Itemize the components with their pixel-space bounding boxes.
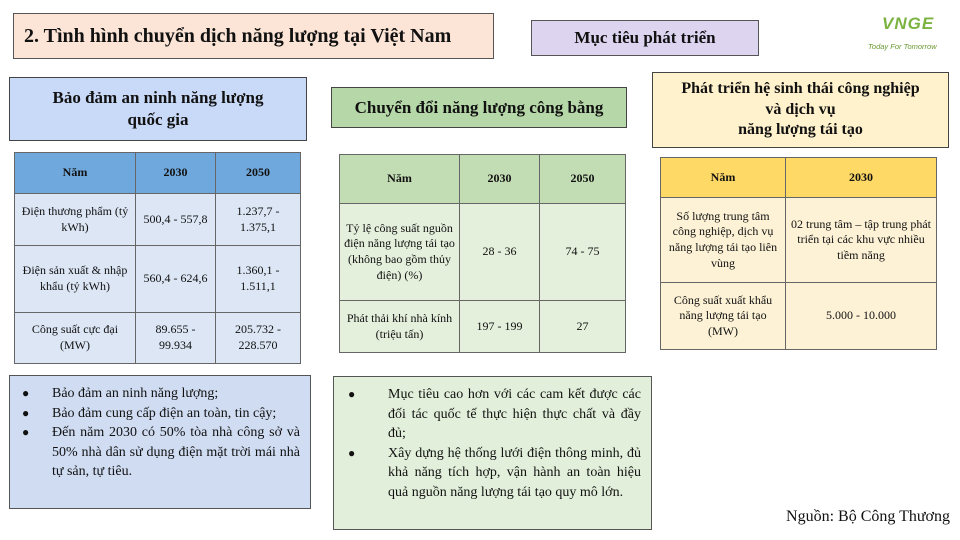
- table-row: [340, 301, 626, 353]
- vnge-logo: [868, 14, 952, 54]
- ecosystem-heading-line: năng lượng tái tạo: [738, 121, 863, 139]
- row-label: Tỷ lệ công suất nguồn điện năng lượng tái tạo (không bao gồm thủy điện) (%): [340, 204, 460, 301]
- list-item: [22, 384, 300, 404]
- column-header: 2050: [540, 155, 626, 204]
- row-label: Số lượng trung tâm công nghiệp, dịch vụ năng lượng tái tạo liên vùng: [661, 198, 786, 283]
- table-row: [661, 283, 937, 350]
- ecosystem-heading-line: Phát triển hệ sinh thái công nghiệp: [681, 80, 920, 98]
- cell-2030: 5.000 - 10.000: [786, 283, 937, 350]
- bullet-text: Bảo đảm cung cấp điện an toàn, tin cậy;: [52, 405, 277, 421]
- bullet-icon: ●: [22, 405, 30, 420]
- cell-2030: 28 - 36: [460, 204, 540, 301]
- table-row: [15, 313, 301, 364]
- row-label: Điện thương phẩm (tỷ kWh): [15, 194, 136, 246]
- security-bullets: [9, 375, 311, 509]
- security-table: [14, 152, 301, 364]
- security-heading-text: Bảo đảm an ninh năng lượng quốc gia: [52, 87, 264, 129]
- just-transition-bullets: [333, 376, 652, 530]
- ecosystem-heading: [652, 72, 949, 148]
- table-row: [15, 194, 301, 246]
- cell-2030: 500,4 - 557,8: [136, 194, 216, 246]
- list-item: [22, 404, 300, 424]
- column-header: Năm: [340, 155, 460, 204]
- just-transition-heading: [331, 87, 627, 128]
- cell-2030: 560,4 - 624,6: [136, 246, 216, 313]
- column-header: 2030: [786, 158, 937, 198]
- table-row: [340, 204, 626, 301]
- row-label: Điện sản xuất & nhập khẩu (tỷ kWh): [15, 246, 136, 313]
- bullet-icon: ●: [22, 425, 30, 440]
- column-header: 2030: [136, 153, 216, 194]
- security-heading: [9, 77, 307, 141]
- table-header-row: [15, 153, 301, 194]
- list-item: [348, 385, 641, 444]
- source-note: Nguồn: Bộ Công Thương: [786, 508, 950, 525]
- cell-2030: 89.655 - 99.934: [136, 313, 216, 364]
- row-label: Công suất cực đại (MW): [15, 313, 136, 364]
- bullet-text: Xây dựng hệ thống lưới điện thông minh, đủ khả năng tích hợp, vận hành an toàn hiệu quả nguồn năng lượng tái tạo quy mô lớn.: [388, 445, 641, 500]
- cell-2030: 197 - 199: [460, 301, 540, 353]
- page-title-text: 2. Tình hình chuyển dịch năng lượng tại Việt Nam: [24, 24, 452, 47]
- row-label: Công suất xuất khẩu năng lượng tái tạo (MW): [661, 283, 786, 350]
- table-header-row: [340, 155, 626, 204]
- list-item: [22, 423, 300, 482]
- table-header-row: [661, 158, 937, 198]
- bullet-icon: ●: [348, 445, 356, 460]
- column-header: Năm: [661, 158, 786, 198]
- cell-2050: 205.732 - 228.570: [216, 313, 301, 364]
- table-row: [661, 198, 937, 283]
- logo-mark: VNGE: [882, 14, 935, 33]
- just-transition-table: [339, 154, 626, 353]
- cell-2030: 02 trung tâm – tập trung phát triển tại các khu vực nhiều tiềm năng: [786, 198, 937, 283]
- cell-2050: 1.237,7 - 1.375,1: [216, 194, 301, 246]
- bullet-icon: ●: [348, 387, 356, 401]
- cell-2050: 74 - 75: [540, 204, 626, 301]
- page-title: [13, 13, 494, 59]
- column-header: 2030: [460, 155, 540, 204]
- cell-2050: 1.360,1 - 1.511,1: [216, 246, 301, 313]
- cell-2050: 27: [540, 301, 626, 353]
- bullet-text: Đến năm 2030 có 50% tòa nhà công sở và 50% nhà dân sử dụng điện mặt trời mái nhà tự sản, tự tiêu.: [52, 425, 300, 480]
- row-label: Phát thải khí nhà kính (triệu tấn): [340, 301, 460, 353]
- bullet-icon: ●: [22, 386, 30, 400]
- bullet-text: Mục tiêu cao hơn với các cam kết được các đối tác quốc tế thực hiện thực chất và đầy đủ;: [388, 387, 641, 442]
- table-row: [15, 246, 301, 313]
- logo-tagline: Today For Tomorrow: [868, 42, 937, 51]
- goal-label-text: Mục tiêu phát triển: [574, 28, 716, 47]
- ecosystem-table: [660, 157, 937, 350]
- goal-label: [531, 20, 759, 56]
- list-item: [348, 444, 641, 503]
- ecosystem-heading-line: và dịch vụ: [765, 100, 836, 118]
- bullet-text: Bảo đảm an ninh năng lượng;: [52, 386, 219, 401]
- ecosystem-heading-lines: [681, 79, 919, 140]
- just-transition-heading-text: Chuyển đổi năng lượng công bằng: [354, 97, 604, 117]
- column-header: Năm: [15, 153, 136, 194]
- column-header: 2050: [216, 153, 301, 194]
